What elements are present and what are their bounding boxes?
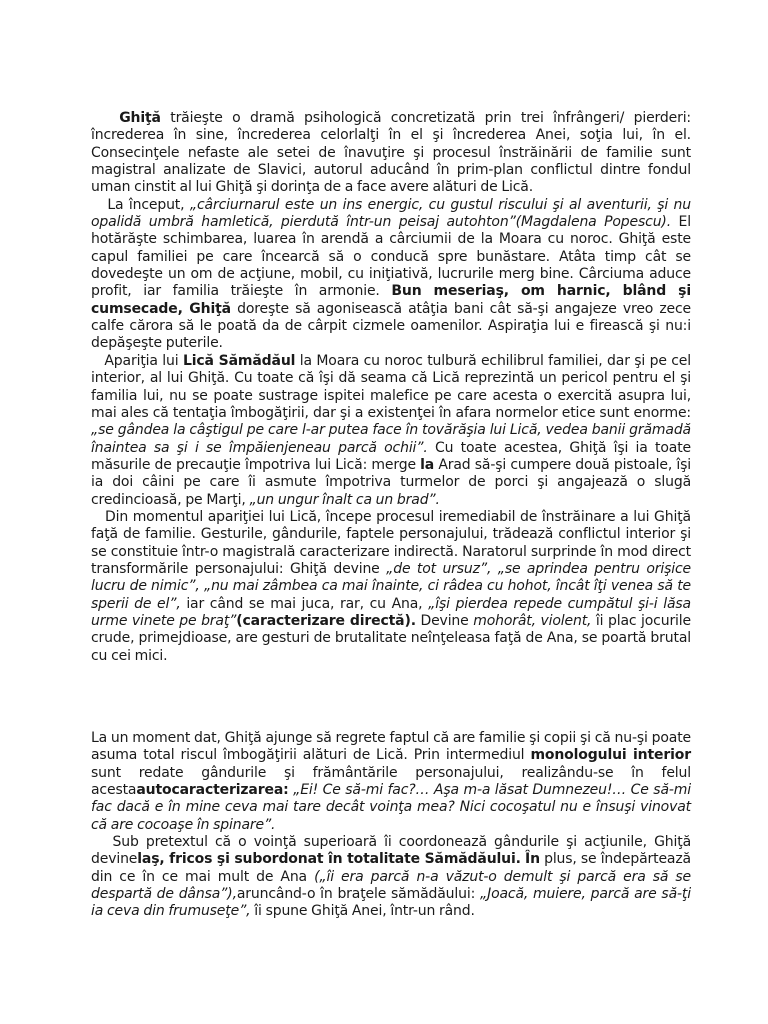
bold-text: Ghiţă: [119, 110, 161, 126]
italic-text: „îşi pierdea repede cumpătul şi-i lăsa urme vinete pe braţ”: [91, 595, 691, 629]
bold-text: monologului interior: [530, 747, 691, 764]
text-block-upper: [91, 110, 691, 665]
bold-text: În: [525, 851, 540, 868]
text-run: iar când se mai juca, rar, cu Ana,: [180, 595, 429, 612]
bold-text: Bun meseriaş, om harnic, blând şi cumsecade, Ghiţă: [91, 283, 691, 317]
text-run: La început,: [107, 196, 190, 213]
bold-text: Lică Sămădăul: [182, 352, 296, 369]
text-run: Devine: [415, 612, 474, 629]
text-run: îi plac jocurile crude, primejdioase, are gesturi de brutalitate neînţeleasa faţă de Ana, se poartă brutal cu cei mici.: [91, 612, 691, 664]
italic-text: „un ungur înalt ca un brad”.: [249, 491, 440, 508]
bold-text: la: [420, 456, 435, 473]
text-run: îi spune Ghiţă Anei, într-un rând.: [250, 903, 475, 920]
text-run: El hotărăşte schimbarea, luarea în arendă a cârciumii de la Moara cu noroc. Ghiţă este capul familiei pe care încearcă să o conducă spre bunăstare. Atâta timp cât se dovedeşte un om de acţiune, mobil, cu iniţiativă, lucrurile merg bine. Cârciuma aduce profit, iar familia trăieşte în armonie.: [91, 214, 691, 300]
italic-text: („îi era parcă n-a văzut-o demult şi parcă era să se despartă de dânsa”),: [91, 868, 692, 903]
text-run: la Moara cu noroc tulbură echilibrul familiei, dar şi pe cel interior, al lui Ghiţă. Cu toate că îşi dă seama că Lică reprezintă un pericol pentru el şi familia lui, nu se poate sustrage ispitei malefice pe care acesta o exercită asupra lui, mai ales că tentaţia îmbogăţirii, dar şi a existenţei în afara normelor etice sunt enorme:: [91, 352, 691, 421]
text-run: aruncând-o în braţele sămădăului:: [236, 886, 480, 903]
text-run: plus, se îndepărtează din ce în ce mai mult de Ana: [91, 851, 691, 885]
text-run: Cu toate acestea, Ghiţă îşi ia toate măsurile de precauţie împotriva lui Lică: merge: [91, 439, 691, 473]
bold-text: autocaracterizarea:: [136, 782, 289, 799]
italic-text: „de tot ursuz”, „se aprindea pentru orişice lucru de nimic”, „nu mai zâmbea ca mai înainte, ci râdea cu hohot, încât îţi venea să te sperii de el”,: [91, 560, 691, 612]
bold-text: laş, fricos şi subordonat în totalitate Sămădăului.: [137, 851, 521, 868]
text-run: Arad să-şi cumpere două pistoale, îşi ia doi câini pe care îi asmute împotriva turmelor de porci şi angajează o slugă credincioasă, pe Marţi,: [91, 456, 691, 508]
text-run: sunt redate gândurile şi frământările personajului, realizându-se în felul acesta: [91, 764, 691, 799]
text-run: trăieşte o dramă psihologică concretizată prin trei înfrângeri/ pierderi: încrederea în sine, încrederea celorlalţi în el şi încrederea Anei, soţia lui, în el. Consecinţele nefaste ale setei de înavuţire şi procesul înstrăinării de familie sunt magistral analizate de Slavici, autorul aducând în prim-plan conflictul dintre fondul uman cinstit al lui Ghiţă şi dorinţa de a face avere alături de Lică.: [91, 110, 691, 196]
paragraph: [91, 730, 691, 834]
italic-text: „se gândea la câştigul pe care l-ar putea face în tovărăşia lui Lică, vedea banii grămadă înaintea sa şi i se împăienjeneau parcă ochii”.: [91, 422, 691, 456]
paragraph: [91, 197, 691, 353]
text-run: doreşte să agonisească atâţia bani cât să-şi angajeze vreo zece calfe cărora să le poată da de cârpit cizmele oamenilor. Aspiraţia lui e firească şi nu:i depăşeşte puterile.: [91, 300, 692, 352]
italic-text: mohorât, violent,: [473, 612, 592, 629]
text-block-lower: [91, 730, 691, 921]
text-run: Apariţia lui: [104, 352, 183, 369]
paragraph: [91, 110, 691, 197]
paragraph: [91, 834, 691, 921]
italic-text: „cârciurnarul este un ins energic, cu gustul riscului şi al aventurii, şi nu opalidă umbră hamletică, pierdută într-un peisaj autohton”(Magdalena Popescu).: [91, 196, 691, 231]
paragraph: [91, 353, 691, 509]
italic-text: „Ei! Ce să-mi fac?… Aşa m-a lăsat Dumnezeu!… Ce să-mi fac dacă e în mine ceva mai tare decât voinţa mea? Nici cocoşatul nu e însuşi vinovat că are cocoaşe în spinare”.: [91, 782, 691, 833]
paragraph: [91, 509, 691, 665]
italic-text: „Joacă, muiere, parcă are să-ţi ia ceva din frumuseţe”,: [91, 886, 691, 920]
text-run: Sub pretextul că o voinţă superioară îi coordonează gândurile şi acţiunile, Ghiţă devine: [91, 834, 692, 868]
text-run: Din momentul apariţiei lui Lică, începe procesul iremediabil de înstrăinare a lui Ghiţă faţă de familie. Gesturile, gândurile, faptele personajului, trădează conflictul interior şi se constituie într-o magistrală caracterizare indirectă. Naratorul surprinde în mod direct transformările personajului: Ghiţă devine: [91, 508, 691, 577]
text-run: La un moment dat, Ghiţă ajunge să regrete faptul că are familie şi copii şi că nu-şi poate asuma total riscul îmbogăţirii alături de Lică. Prin intermediul: [91, 730, 691, 764]
bold-text: (caracterizare directă).: [236, 612, 416, 629]
